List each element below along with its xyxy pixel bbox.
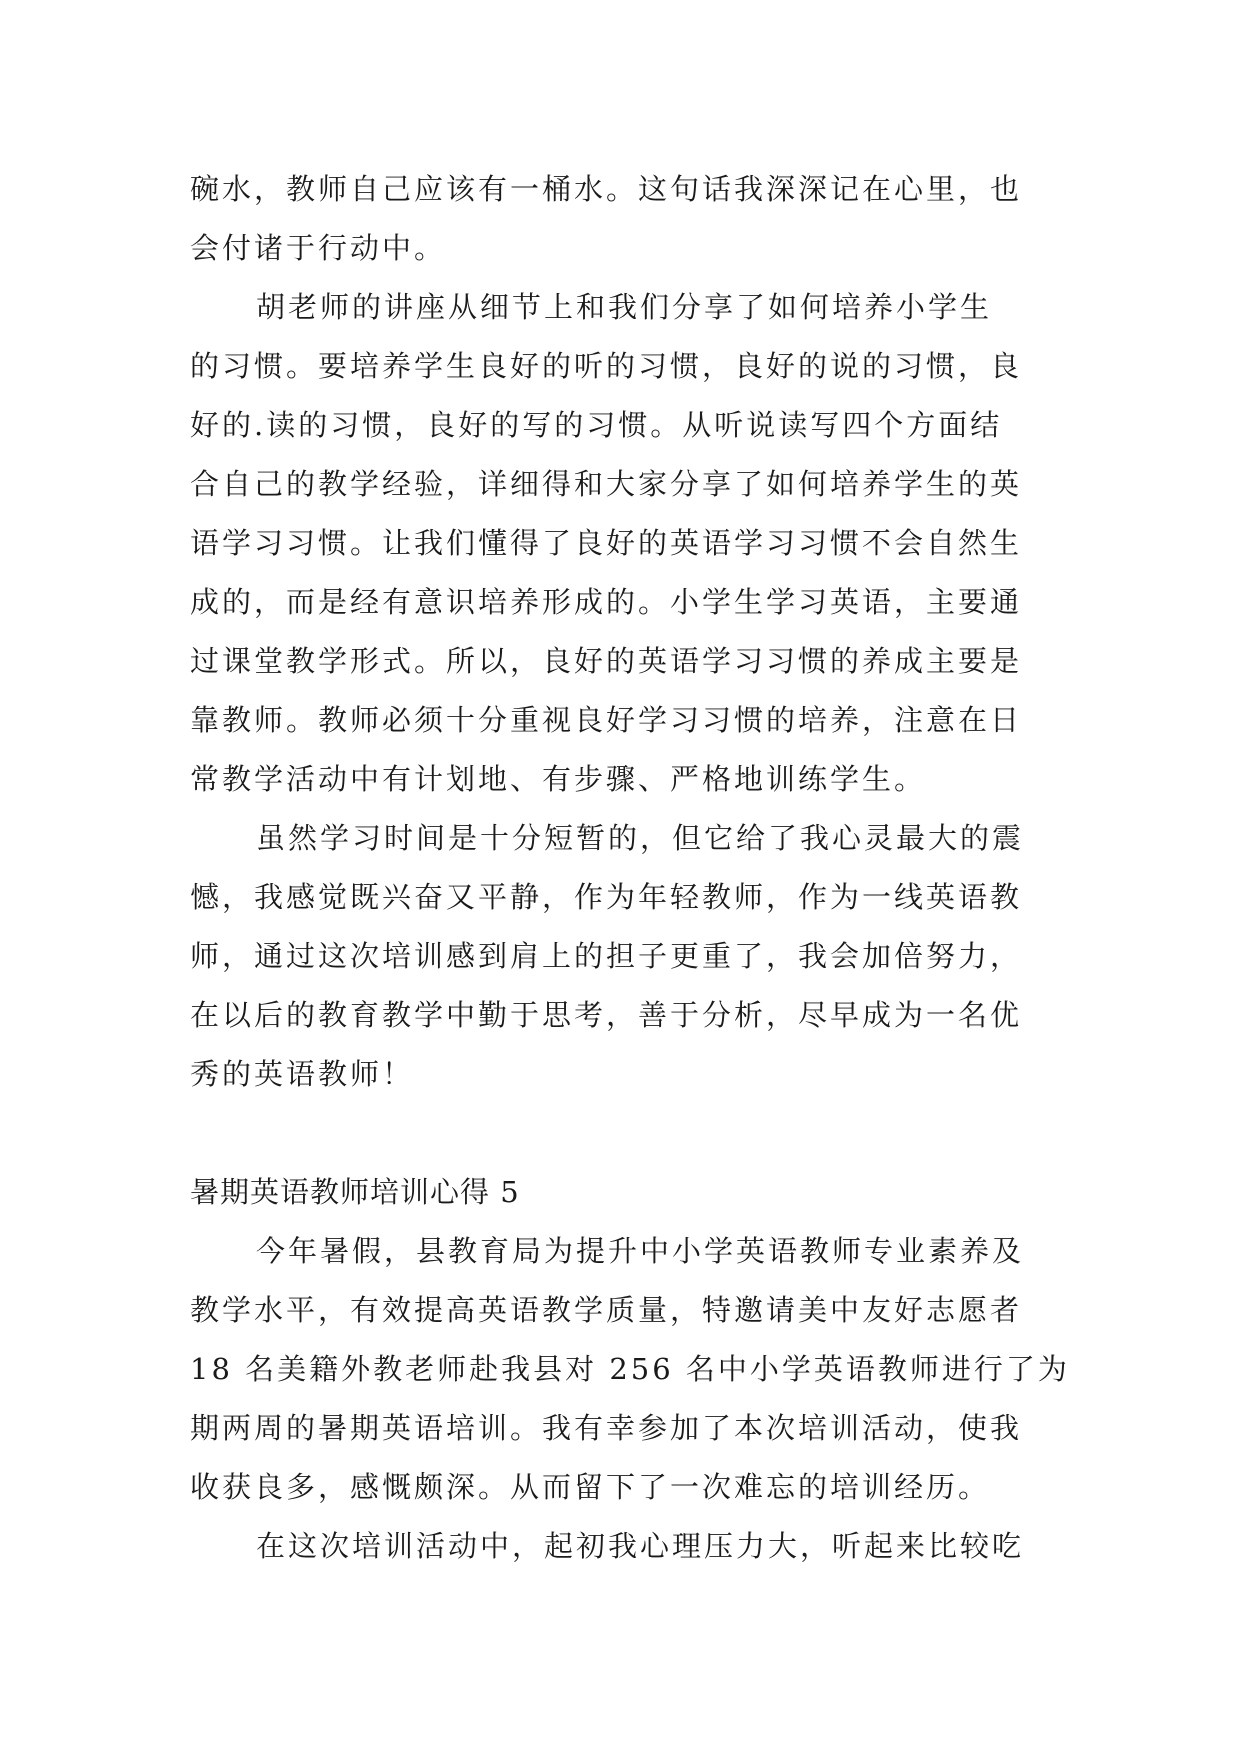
text-line: 期两周的暑期英语培训。我有幸参加了本次培训活动，使我 xyxy=(190,1411,1023,1445)
text-line: 过课堂教学形式。所以，良好的英语学习习惯的养成主要是 xyxy=(190,644,1023,678)
text-line: 憾，我感觉既兴奋又平静，作为年轻教师，作为一线英语教 xyxy=(190,880,1023,914)
paragraph xyxy=(190,160,1050,278)
document-body xyxy=(190,160,1070,1576)
text-line: 合自己的教学经验，详细得和大家分享了如何培养学生的英 xyxy=(190,467,1023,501)
text-line: 今年暑假，县教育局为提升中小学英语教师专业素养及 xyxy=(256,1234,1025,1268)
text-line: 的习惯。要培养学生良好的听的习惯，良好的说的习惯，良 xyxy=(190,349,1023,383)
text-line: 秀的英语教师！ xyxy=(190,1057,415,1091)
text-line: 好的.读的习惯，良好的写的习惯。从听说读写四个方面结 xyxy=(190,408,1003,442)
text-line: 常教学活动中有计划地、有步骤、严格地训练学生。 xyxy=(190,762,927,796)
text-line: 胡老师的讲座从细节上和我们分享了如何培养小学生 xyxy=(256,290,993,324)
text-line: 在这次培训活动中，起初我心理压力大，听起来比较吃 xyxy=(256,1529,1025,1563)
paragraph xyxy=(190,278,1050,809)
text-line: 成的，而是经有意识培养形成的。小学生学习英语，主要通 xyxy=(190,585,1023,619)
text-line: 碗水，教师自己应该有一桶水。这句话我深深记在心里，也 xyxy=(190,172,1023,206)
text-line: 会付诸于行动中。 xyxy=(190,231,447,265)
text-line: 虽然学习时间是十分短暂的，但它给了我心灵最大的震 xyxy=(256,821,1025,855)
text-line: 师，通过这次培训感到肩上的担子更重了，我会加倍努力， xyxy=(190,939,1023,973)
text-line: 语学习习惯。让我们懂得了良好的英语学习习惯不会自然生 xyxy=(190,526,1023,560)
section-heading: 暑期英语教师培训心得 5 xyxy=(190,1175,520,1209)
text-line: 在以后的教育教学中勤于思考，善于分析，尽早成为一名优 xyxy=(190,998,1023,1032)
paragraph xyxy=(190,809,1050,1104)
text-line: 收获良多，感慨颇深。从而留下了一次难忘的培训经历。 xyxy=(190,1470,991,1504)
text-line: 教学水平，有效提高英语教学质量，特邀请美中友好志愿者 xyxy=(190,1293,1023,1327)
paragraph xyxy=(190,1222,1070,1517)
text-line: 靠教师。教师必须十分重视良好学习习惯的培养，注意在日 xyxy=(190,703,1023,737)
paragraph xyxy=(190,1517,1050,1576)
text-line: 18 名美籍外教老师赴我县对 256 名中小学英语教师进行了为 xyxy=(190,1352,1070,1386)
spacer xyxy=(190,1104,1050,1163)
